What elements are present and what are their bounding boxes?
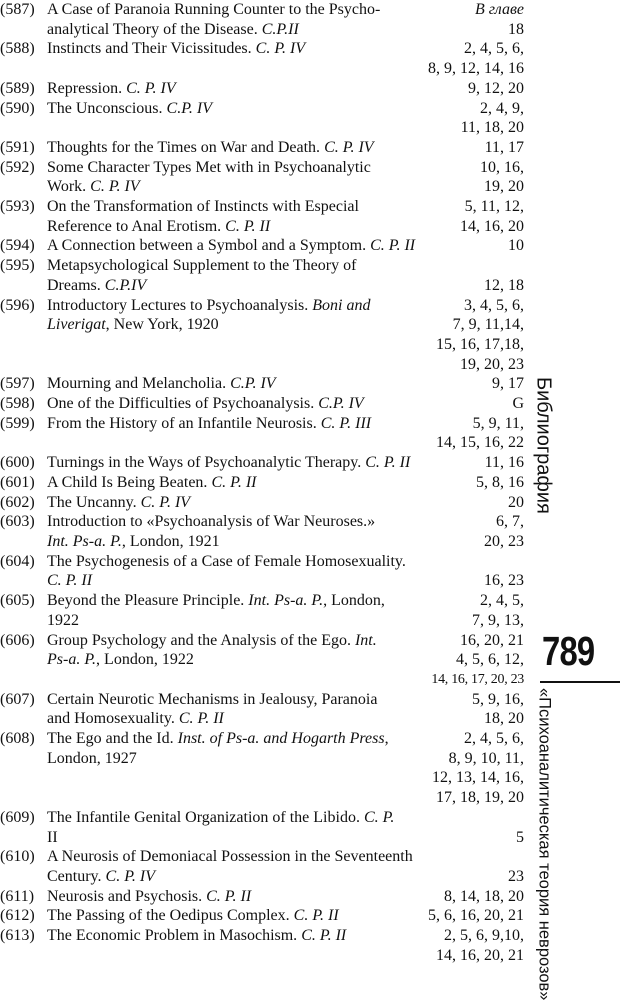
chapter-references: 2, 4, 9, bbox=[480, 99, 524, 117]
entry-line bbox=[47, 906, 524, 926]
entry-line bbox=[47, 433, 524, 453]
entry-text: analytical Theory of the Disease. C.P.II bbox=[47, 20, 299, 38]
entry-text: Work. C. P. IV bbox=[47, 178, 140, 196]
bibliography-entry bbox=[0, 99, 524, 138]
entry-line bbox=[47, 217, 524, 237]
bibliography-entry bbox=[0, 453, 524, 473]
entry-text: Thoughts for the Times on War and Death. C. P. IV bbox=[47, 138, 374, 156]
bibliography-entry bbox=[0, 236, 524, 256]
section-title-vertical bbox=[530, 270, 556, 620]
entry-text: Liverigat, New York, 1920 bbox=[47, 316, 219, 334]
entry-text: Repression. C. P. IV bbox=[47, 79, 176, 97]
entry-line bbox=[47, 591, 524, 611]
entry-number: (598) bbox=[0, 395, 35, 413]
entry-number: (591) bbox=[0, 138, 35, 156]
entry-line bbox=[47, 473, 524, 493]
entry-line bbox=[47, 729, 524, 749]
entry-number: (606) bbox=[0, 631, 35, 649]
bibliography-entry bbox=[0, 591, 524, 630]
entry-text: London, 1927 bbox=[47, 749, 137, 767]
entry-text: A Child Is Being Beaten. C. P. II bbox=[47, 473, 257, 491]
chapter-references: 2, 5, 6, 9,10, bbox=[444, 927, 524, 945]
bibliography-entry bbox=[0, 138, 524, 158]
entry-line bbox=[47, 79, 524, 99]
entry-body bbox=[47, 512, 524, 551]
page-number-rule bbox=[540, 681, 620, 683]
entry-line bbox=[47, 926, 524, 946]
chapter-references: G bbox=[512, 395, 524, 413]
entry-line bbox=[47, 118, 524, 138]
entry-body bbox=[47, 631, 524, 690]
entry-line bbox=[47, 335, 524, 355]
entry-text: Century. C. P. IV bbox=[47, 867, 155, 885]
entry-text: II bbox=[47, 828, 58, 846]
entry-line bbox=[47, 59, 524, 79]
entry-text: The Unconscious. C.P. IV bbox=[47, 99, 213, 117]
chapter-references: 9, 12, 20 bbox=[468, 79, 524, 97]
chapter-references: 12, 18 bbox=[484, 276, 524, 294]
entry-line bbox=[47, 749, 524, 769]
chapter-references: 4, 5, 6, 12, bbox=[456, 651, 524, 669]
entry-line bbox=[47, 532, 524, 552]
entry-number: (604) bbox=[0, 552, 35, 570]
entry-text: The Infantile Genital Organization of the Libido. C. P. bbox=[47, 808, 395, 826]
entry-body bbox=[47, 374, 524, 394]
entry-text: The Passing of the Oedipus Complex. C. P. II bbox=[47, 907, 339, 925]
chapter-references: 7, 9, 13, bbox=[472, 611, 524, 629]
chapter-references: В главе bbox=[474, 1, 524, 18]
entry-text: A Neurosis of Demoniacal Possession in the Seventeenth bbox=[47, 848, 413, 866]
entry-number: (599) bbox=[0, 414, 35, 432]
entry-body bbox=[47, 79, 524, 99]
chapter-references: 7, 9, 11,14, bbox=[452, 316, 524, 334]
entry-body bbox=[47, 473, 524, 493]
entry-body bbox=[47, 493, 524, 513]
chapter-references: 5, 11, 12, bbox=[464, 198, 524, 216]
entry-line bbox=[47, 20, 524, 40]
chapter-references: 5, 9, 16, bbox=[472, 690, 524, 708]
bibliography-entry bbox=[0, 473, 524, 493]
entry-number: (600) bbox=[0, 454, 35, 472]
entry-body bbox=[47, 690, 524, 729]
chapter-references: 11, 17 bbox=[484, 138, 524, 156]
entry-line bbox=[47, 946, 524, 966]
chapter-references: 8, 9, 12, 14, 16 bbox=[428, 60, 524, 78]
entry-line bbox=[47, 650, 524, 670]
entry-line bbox=[47, 453, 524, 473]
chapter-references: 11, 18, 20 bbox=[460, 119, 524, 137]
bibliography-entry bbox=[0, 197, 524, 236]
entry-line bbox=[47, 414, 524, 434]
entry-body bbox=[47, 236, 524, 256]
entry-body bbox=[47, 887, 524, 907]
chapter-references: 19, 20 bbox=[484, 178, 524, 196]
chapter-references: 14, 16, 20, 21 bbox=[436, 946, 524, 964]
chapter-references: 16, 20, 21 bbox=[460, 631, 524, 649]
entry-text: Ps-a. P., London, 1922 bbox=[47, 651, 194, 669]
series-title-vertical bbox=[531, 688, 557, 1001]
chapter-references: 3, 4, 5, 6, bbox=[464, 296, 524, 314]
entry-body bbox=[47, 39, 524, 78]
entry-number: (603) bbox=[0, 513, 35, 531]
entry-number: (610) bbox=[0, 848, 35, 866]
entry-line bbox=[47, 177, 524, 197]
chapter-references: 14, 16, 20 bbox=[460, 217, 524, 235]
entry-line bbox=[47, 788, 524, 808]
entry-line bbox=[47, 0, 524, 20]
entry-line bbox=[47, 39, 524, 59]
bibliography-entry bbox=[0, 394, 524, 414]
bibliography-entry bbox=[0, 887, 524, 907]
entry-line bbox=[47, 808, 524, 828]
bibliography-entry bbox=[0, 906, 524, 926]
bibliography-entry bbox=[0, 0, 524, 39]
entry-text: Neurosis and Psychosis. C. P. II bbox=[47, 887, 252, 905]
entry-line bbox=[47, 670, 524, 690]
chapter-references: 6, 7, bbox=[496, 513, 524, 531]
chapter-references: 9, 17 bbox=[492, 375, 524, 393]
entry-number: (593) bbox=[0, 198, 35, 216]
entry-line bbox=[47, 158, 524, 178]
entry-text: The Uncanny. C. P. IV bbox=[47, 493, 191, 511]
entry-line bbox=[47, 611, 524, 631]
entry-number: (612) bbox=[0, 907, 35, 925]
entry-line bbox=[47, 256, 524, 276]
entry-text: The Economic Problem in Masochism. C. P. II bbox=[47, 927, 347, 945]
entry-body bbox=[47, 394, 524, 414]
entry-line bbox=[47, 690, 524, 710]
entry-body bbox=[47, 99, 524, 138]
entry-text: Group Psychology and the Analysis of the Ego. Int. bbox=[47, 631, 377, 649]
entry-number: (601) bbox=[0, 473, 35, 491]
entry-number: (602) bbox=[0, 493, 35, 511]
entry-body bbox=[47, 138, 524, 158]
entry-number: (592) bbox=[0, 158, 35, 176]
entry-line bbox=[47, 631, 524, 651]
bibliography-entry bbox=[0, 631, 524, 690]
chapter-references: 17, 18, 19, 20 bbox=[436, 789, 524, 807]
bibliography-entry bbox=[0, 414, 524, 453]
entry-text: Metapsychological Supplement to the Theory of bbox=[47, 257, 357, 275]
chapter-references: 5, 8, 16 bbox=[476, 473, 524, 491]
entry-text: One of the Difficulties of Psychoanalysis. C.P. IV bbox=[47, 395, 364, 413]
entry-number: (596) bbox=[0, 296, 35, 314]
entry-number: (595) bbox=[0, 257, 35, 275]
chapter-references: 5, 6, 16, 20, 21 bbox=[428, 907, 524, 925]
entry-body bbox=[47, 256, 524, 295]
entry-line bbox=[47, 276, 524, 296]
entry-body bbox=[47, 197, 524, 236]
chapter-references: 15, 16, 17,18, bbox=[436, 335, 524, 353]
entry-text: The Ego and the Id. Inst. of Ps-a. and Hogarth Press, bbox=[47, 730, 389, 748]
entry-text: Introductory Lectures to Psychoanalysis. Boni and bbox=[47, 296, 371, 314]
entry-body bbox=[47, 906, 524, 926]
entry-line bbox=[47, 355, 524, 375]
chapter-references: 10, 16, bbox=[480, 158, 524, 176]
bibliography-entry bbox=[0, 79, 524, 99]
entry-line bbox=[47, 99, 524, 119]
chapter-references: 23 bbox=[508, 867, 524, 885]
entry-text: and Homosexuality. C. P. II bbox=[47, 710, 224, 728]
bibliography-entry bbox=[0, 690, 524, 729]
chapter-references: 20, 23 bbox=[484, 532, 524, 550]
bibliography-entry bbox=[0, 512, 524, 551]
entry-body bbox=[47, 158, 524, 197]
entry-line bbox=[47, 296, 524, 316]
chapter-references: 18, 20 bbox=[484, 710, 524, 728]
entry-number: (611) bbox=[0, 887, 35, 905]
entry-text: Int. Ps-a. P., London, 1921 bbox=[47, 532, 220, 550]
entry-text: A Case of Paranoia Running Counter to the Psycho- bbox=[47, 1, 381, 18]
entry-body bbox=[47, 808, 524, 847]
entry-line bbox=[47, 374, 524, 394]
chapter-references: 8, 9, 10, 11, bbox=[448, 749, 524, 767]
chapter-references: 10 bbox=[508, 237, 524, 255]
chapter-references: 2, 4, 5, bbox=[480, 592, 524, 610]
section-title: Библиография bbox=[532, 376, 555, 514]
page-number: 789 bbox=[542, 628, 595, 674]
entry-body bbox=[47, 552, 524, 591]
entry-text: From the History of an Infantile Neurosis. C. P. III bbox=[47, 414, 372, 432]
entry-number: (588) bbox=[0, 40, 35, 58]
bibliography-entry bbox=[0, 39, 524, 78]
chapter-references: 2, 4, 5, 6, bbox=[464, 40, 524, 58]
entry-line bbox=[47, 552, 524, 572]
entry-number: (609) bbox=[0, 808, 35, 826]
entry-text: Beyond the Pleasure Principle. Int. Ps-a. P., London, bbox=[47, 592, 385, 610]
entry-text: Certain Neurotic Mechanisms in Jealousy, Paranoia bbox=[47, 690, 378, 708]
entry-line bbox=[47, 315, 524, 335]
chapter-references: 8, 14, 18, 20 bbox=[444, 887, 524, 905]
entry-text: Introduction to «Psychoanalysis of War Neuroses.» bbox=[47, 513, 376, 531]
bibliography-entry bbox=[0, 158, 524, 197]
entry-line bbox=[47, 493, 524, 513]
entry-text: On the Transformation of Instincts with Especial bbox=[47, 198, 359, 216]
bibliography-entry bbox=[0, 808, 524, 847]
bibliography-entry bbox=[0, 552, 524, 591]
entry-body bbox=[47, 926, 524, 965]
entry-body bbox=[47, 296, 524, 375]
entry-line bbox=[47, 847, 524, 867]
entry-line bbox=[47, 571, 524, 591]
entry-line bbox=[47, 709, 524, 729]
chapter-references: 19, 20, 23 bbox=[460, 355, 524, 373]
entry-text: Reference to Anal Erotism. C. P. II bbox=[47, 217, 271, 235]
entry-line bbox=[47, 394, 524, 414]
entry-line bbox=[47, 867, 524, 887]
entry-line bbox=[47, 236, 524, 256]
chapter-references: 14, 16, 17, 20, 23 bbox=[431, 671, 524, 687]
entry-body bbox=[47, 591, 524, 630]
bibliography-entry bbox=[0, 296, 524, 375]
entry-text: Turnings in the Ways of Psychoanalytic Therapy. C. P. II bbox=[47, 454, 411, 472]
chapter-references: 20 bbox=[508, 493, 524, 511]
entry-number: (594) bbox=[0, 237, 35, 255]
chapter-references: 2, 4, 5, 6, bbox=[464, 730, 524, 748]
entry-line bbox=[47, 512, 524, 532]
chapter-references: 12, 13, 14, 16, bbox=[432, 769, 524, 787]
entry-line bbox=[47, 887, 524, 907]
entry-text: The Psychogenesis of a Case of Female Homosexuality. bbox=[47, 552, 406, 570]
entry-number: (605) bbox=[0, 592, 35, 610]
entry-body bbox=[47, 453, 524, 473]
entry-text: Dreams. C.P.IV bbox=[47, 276, 147, 294]
entry-number: (608) bbox=[0, 730, 35, 748]
entry-number: (587) bbox=[0, 1, 35, 18]
chapter-references: 18 bbox=[508, 20, 524, 38]
bibliography-entry bbox=[0, 493, 524, 513]
entry-line bbox=[47, 828, 524, 848]
entry-text: 1922 bbox=[47, 611, 79, 629]
entry-line bbox=[47, 768, 524, 788]
bibliography-entry bbox=[0, 729, 524, 808]
entry-number: (613) bbox=[0, 927, 35, 945]
bibliography-entry bbox=[0, 926, 524, 965]
chapter-references: 16, 23 bbox=[484, 572, 524, 590]
entry-number: (607) bbox=[0, 690, 35, 708]
entry-number: (589) bbox=[0, 79, 35, 97]
entry-line bbox=[47, 197, 524, 217]
entry-text: Some Character Types Met with in Psychoanalytic bbox=[47, 158, 371, 176]
entry-number: (597) bbox=[0, 375, 35, 393]
entry-text: A Connection between a Symbol and a Symptom. C. P. II bbox=[47, 237, 416, 255]
entry-number: (590) bbox=[0, 99, 35, 117]
bibliography-entry bbox=[0, 374, 524, 394]
entry-text: C. P. II bbox=[47, 572, 93, 590]
bibliography-entry bbox=[0, 256, 524, 295]
entry-body bbox=[47, 414, 524, 453]
chapter-references: 11, 16 bbox=[484, 454, 524, 472]
entry-body bbox=[47, 847, 524, 886]
entry-body bbox=[47, 729, 524, 808]
entry-text: Mourning and Melancholia. C.P. IV bbox=[47, 375, 276, 393]
chapter-references: 5, 9, 11, bbox=[472, 414, 524, 432]
chapter-references: 14, 15, 16, 22 bbox=[436, 434, 524, 452]
chapter-references: 5 bbox=[516, 828, 524, 846]
entry-body bbox=[47, 0, 524, 39]
series-title: «Психоаналитическая теория неврозов» bbox=[535, 688, 554, 1001]
entry-line bbox=[47, 138, 524, 158]
bibliography-entry bbox=[0, 847, 524, 886]
entry-text: Instincts and Their Vicissitudes. C. P. IV bbox=[47, 40, 306, 58]
